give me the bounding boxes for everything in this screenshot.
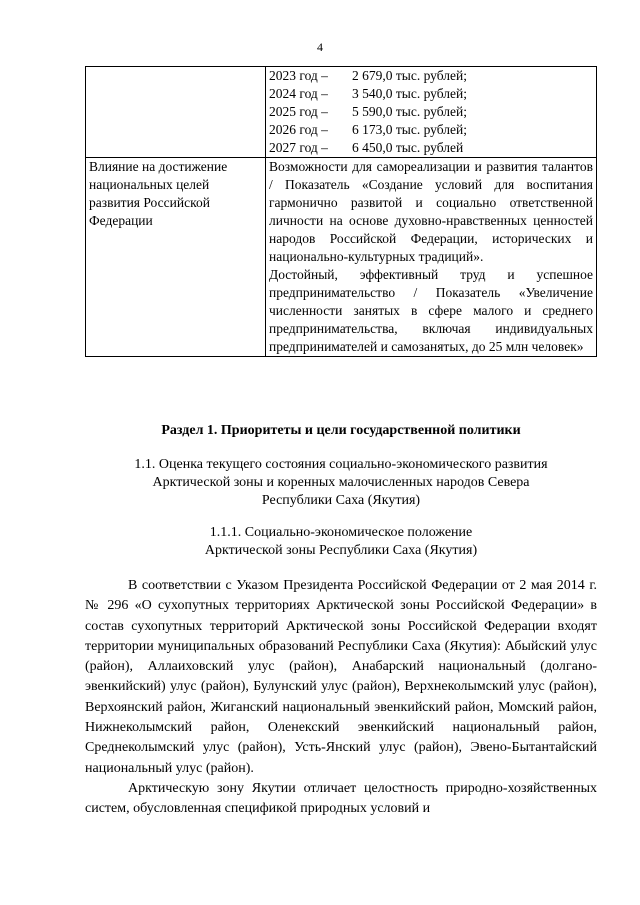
section-title: Раздел 1. Приоритеты и цели государственной политики — [161, 423, 521, 438]
impact-values-cell — [266, 158, 597, 357]
subsection-title — [85, 456, 597, 510]
financing-line — [269, 103, 593, 121]
subsubsection-title-line: Арктической зоны Республики Саха (Якутия) — [204, 543, 478, 558]
paragraph: В соответствии с Указом Президента Российской Федерации от 2 мая 2014 г. № 296 «О сухопутных территориях Арктической зоны Российской Федерации» в состав сухопутных территорий Арктической зоны Российской Федерации входят территории муниципальных образований Республики Саха (Якутия): Абыйский улус (район), Аллаиховский улус (район), Анабарский национальный (долгано-эвенкийский) улус (район), Булунский улус (район), Верхнеколымский улус (район), Верхоянский район, Жиганский национальный эвенкийский район, Момский район, Нижнеколымский район, Оленекский эвенкийский национальный район, Среднеколымский улус (район), Усть-Янский улус (район), Эвено-Бытантайский национальный улус (район). — [85, 578, 597, 776]
body-text — [85, 576, 597, 820]
financing-year: 2026 год – — [269, 122, 328, 137]
financing-line — [269, 139, 593, 157]
financing-year: 2024 год – — [269, 86, 328, 101]
financing-values-cell — [266, 67, 597, 158]
subsection-title-line: Республики Саха (Якутия) — [261, 493, 421, 508]
impact-text-2: Достойный, эффективный труд и успешное предпринимательство / Показатель «Увеличение численности занятых в сфере малого и среднего предпринимательства, включая индивидуальных предпринимателей и самозанятых, до 25 млн человек» — [269, 267, 593, 354]
subsubsection-title — [85, 524, 597, 560]
financing-amount: 6 450,0 тыс. рублей — [352, 140, 464, 155]
subsubsection-title-line: 1.1.1. Социально-экономическое положение — [209, 525, 473, 540]
page-number: 4 — [317, 40, 323, 54]
financing-line — [269, 67, 593, 85]
table-row-financing — [86, 67, 597, 158]
impact-label-cell: Влияние на достижение национальных целей развития Российской Федерации — [86, 158, 266, 357]
financing-amount: 5 590,0 тыс. рублей; — [352, 104, 467, 119]
table-row-impact — [86, 158, 597, 357]
impact-text-1: Возможности для самореализации и развития талантов / Показатель «Создание условий для воспитания гармонично развитой и социально ответственной личности на основе духовно-нравственных ценностей народов Российской Федерации, исторических и национально-культурных традиций». — [269, 159, 593, 264]
financing-line — [269, 121, 593, 139]
paragraph: Арктическую зону Якутии отличает целостность природно-хозяйственных систем, обусловленная спецификой природных условий и — [85, 780, 597, 817]
subsection-title-line: 1.1. Оценка текущего состояния социально-экономического развития — [134, 457, 548, 472]
financing-year: 2027 год – — [269, 140, 328, 155]
financing-amount: 3 540,0 тыс. рублей; — [352, 86, 467, 101]
subsection-title-line: Арктической зоны и коренных малочисленных народов Севера — [152, 475, 530, 490]
financing-amount: 6 173,0 тыс. рублей; — [352, 122, 467, 137]
passport-table — [85, 66, 597, 357]
financing-line — [269, 85, 593, 103]
financing-label-cell — [86, 67, 266, 158]
financing-year: 2025 год – — [269, 104, 328, 119]
financing-year: 2023 год – — [269, 68, 328, 83]
financing-amount: 2 679,0 тыс. рублей; — [352, 68, 467, 83]
